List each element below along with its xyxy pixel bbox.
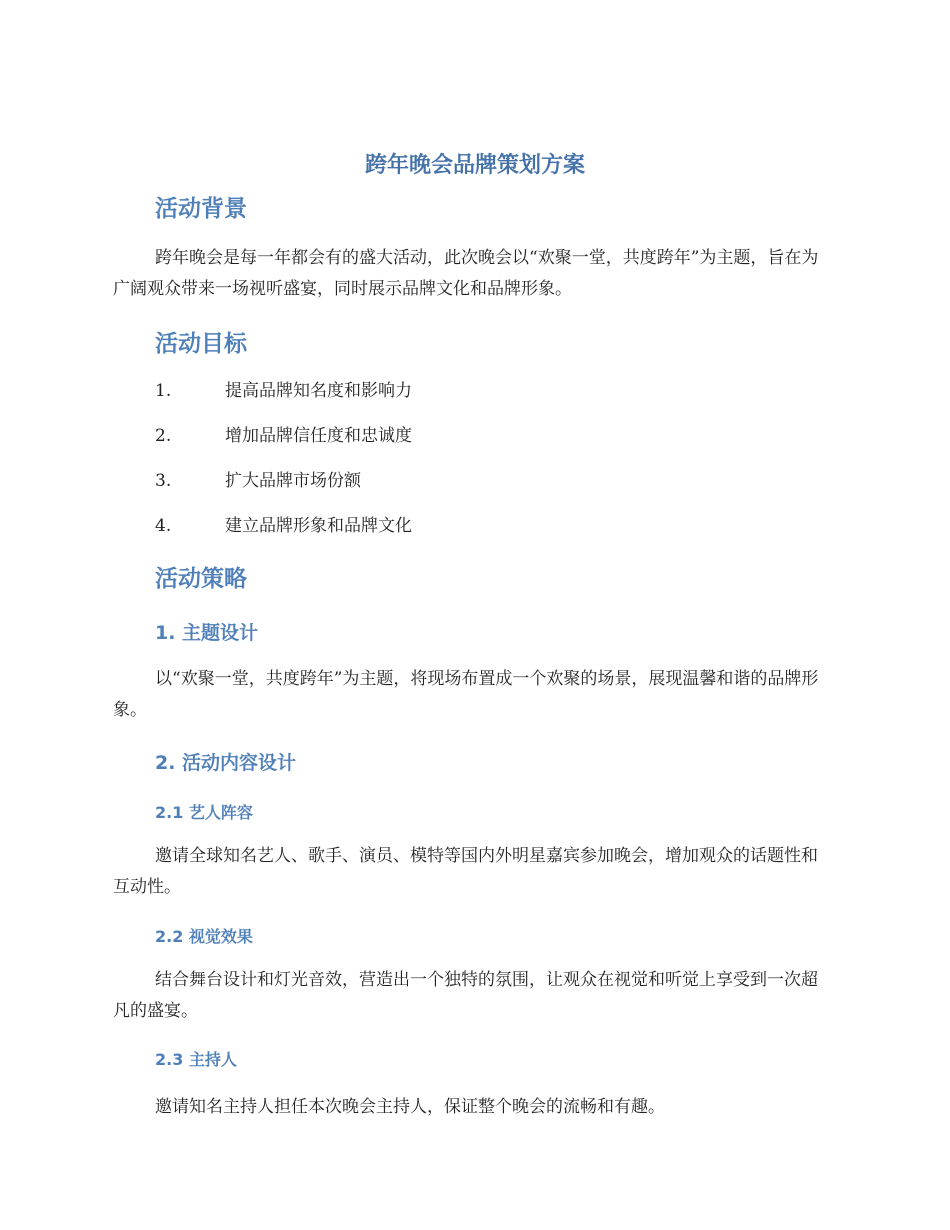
paragraph-theme-design: 以“欢聚一堂，共度跨年”为主题，将现场布置成一个欢聚的场景，展现温馨和谐的品牌形象。 — [113, 669, 819, 720]
list-item-number: 2. — [155, 426, 172, 446]
heading-theme-design: 1. 主题设计 — [155, 622, 259, 644]
heading-content-design: 2. 活动内容设计 — [155, 752, 297, 774]
list-item-number: 3. — [155, 471, 172, 491]
list-item-text: 提高品牌知名度和影响力 — [225, 381, 412, 401]
list-item-text: 建立品牌形象和品牌文化 — [225, 516, 412, 536]
heading-visual-effects: 2.2 视觉效果 — [155, 927, 253, 946]
heading-host: 2.3 主持人 — [155, 1050, 237, 1069]
paragraph-visual-effects: 结合舞台设计和灯光音效，营造出一个独特的氛围，让观众在视觉和听觉上享受到一次超凡的盛宴。 — [113, 970, 818, 1021]
list-item-number: 4. — [155, 516, 172, 536]
heading-artists: 2.1 艺人阵容 — [155, 803, 253, 822]
paragraph-host: 邀请知名主持人担任本次晚会主持人，保证整个晚会的流畅和有趣。 — [155, 1097, 665, 1117]
heading-goals: 活动目标 — [155, 331, 247, 357]
list-item-text: 扩大品牌市场份额 — [225, 471, 361, 491]
paragraph-background: 跨年晚会是每一年都会有的盛大活动，此次晚会以“欢聚一堂，共度跨年”为主题，旨在为广阔观众带来一场视听盛宴，同时展示品牌文化和品牌形象。 — [113, 248, 819, 299]
list-item — [155, 379, 412, 424]
list-item-number: 1. — [155, 381, 172, 401]
list-item — [155, 514, 412, 559]
heading-strategy: 活动策略 — [155, 566, 247, 592]
heading-background: 活动背景 — [155, 196, 247, 222]
goals-list — [155, 379, 412, 559]
paragraph-artists: 邀请全球知名艺人、歌手、演员、模特等国内外明星嘉宾参加晚会，增加观众的话题性和互动性。 — [113, 846, 818, 897]
list-item — [155, 469, 412, 514]
list-item — [155, 424, 412, 469]
list-item-text: 增加品牌信任度和忠诚度 — [225, 426, 412, 446]
document-title: 跨年晚会品牌策划方案 — [364, 153, 585, 178]
